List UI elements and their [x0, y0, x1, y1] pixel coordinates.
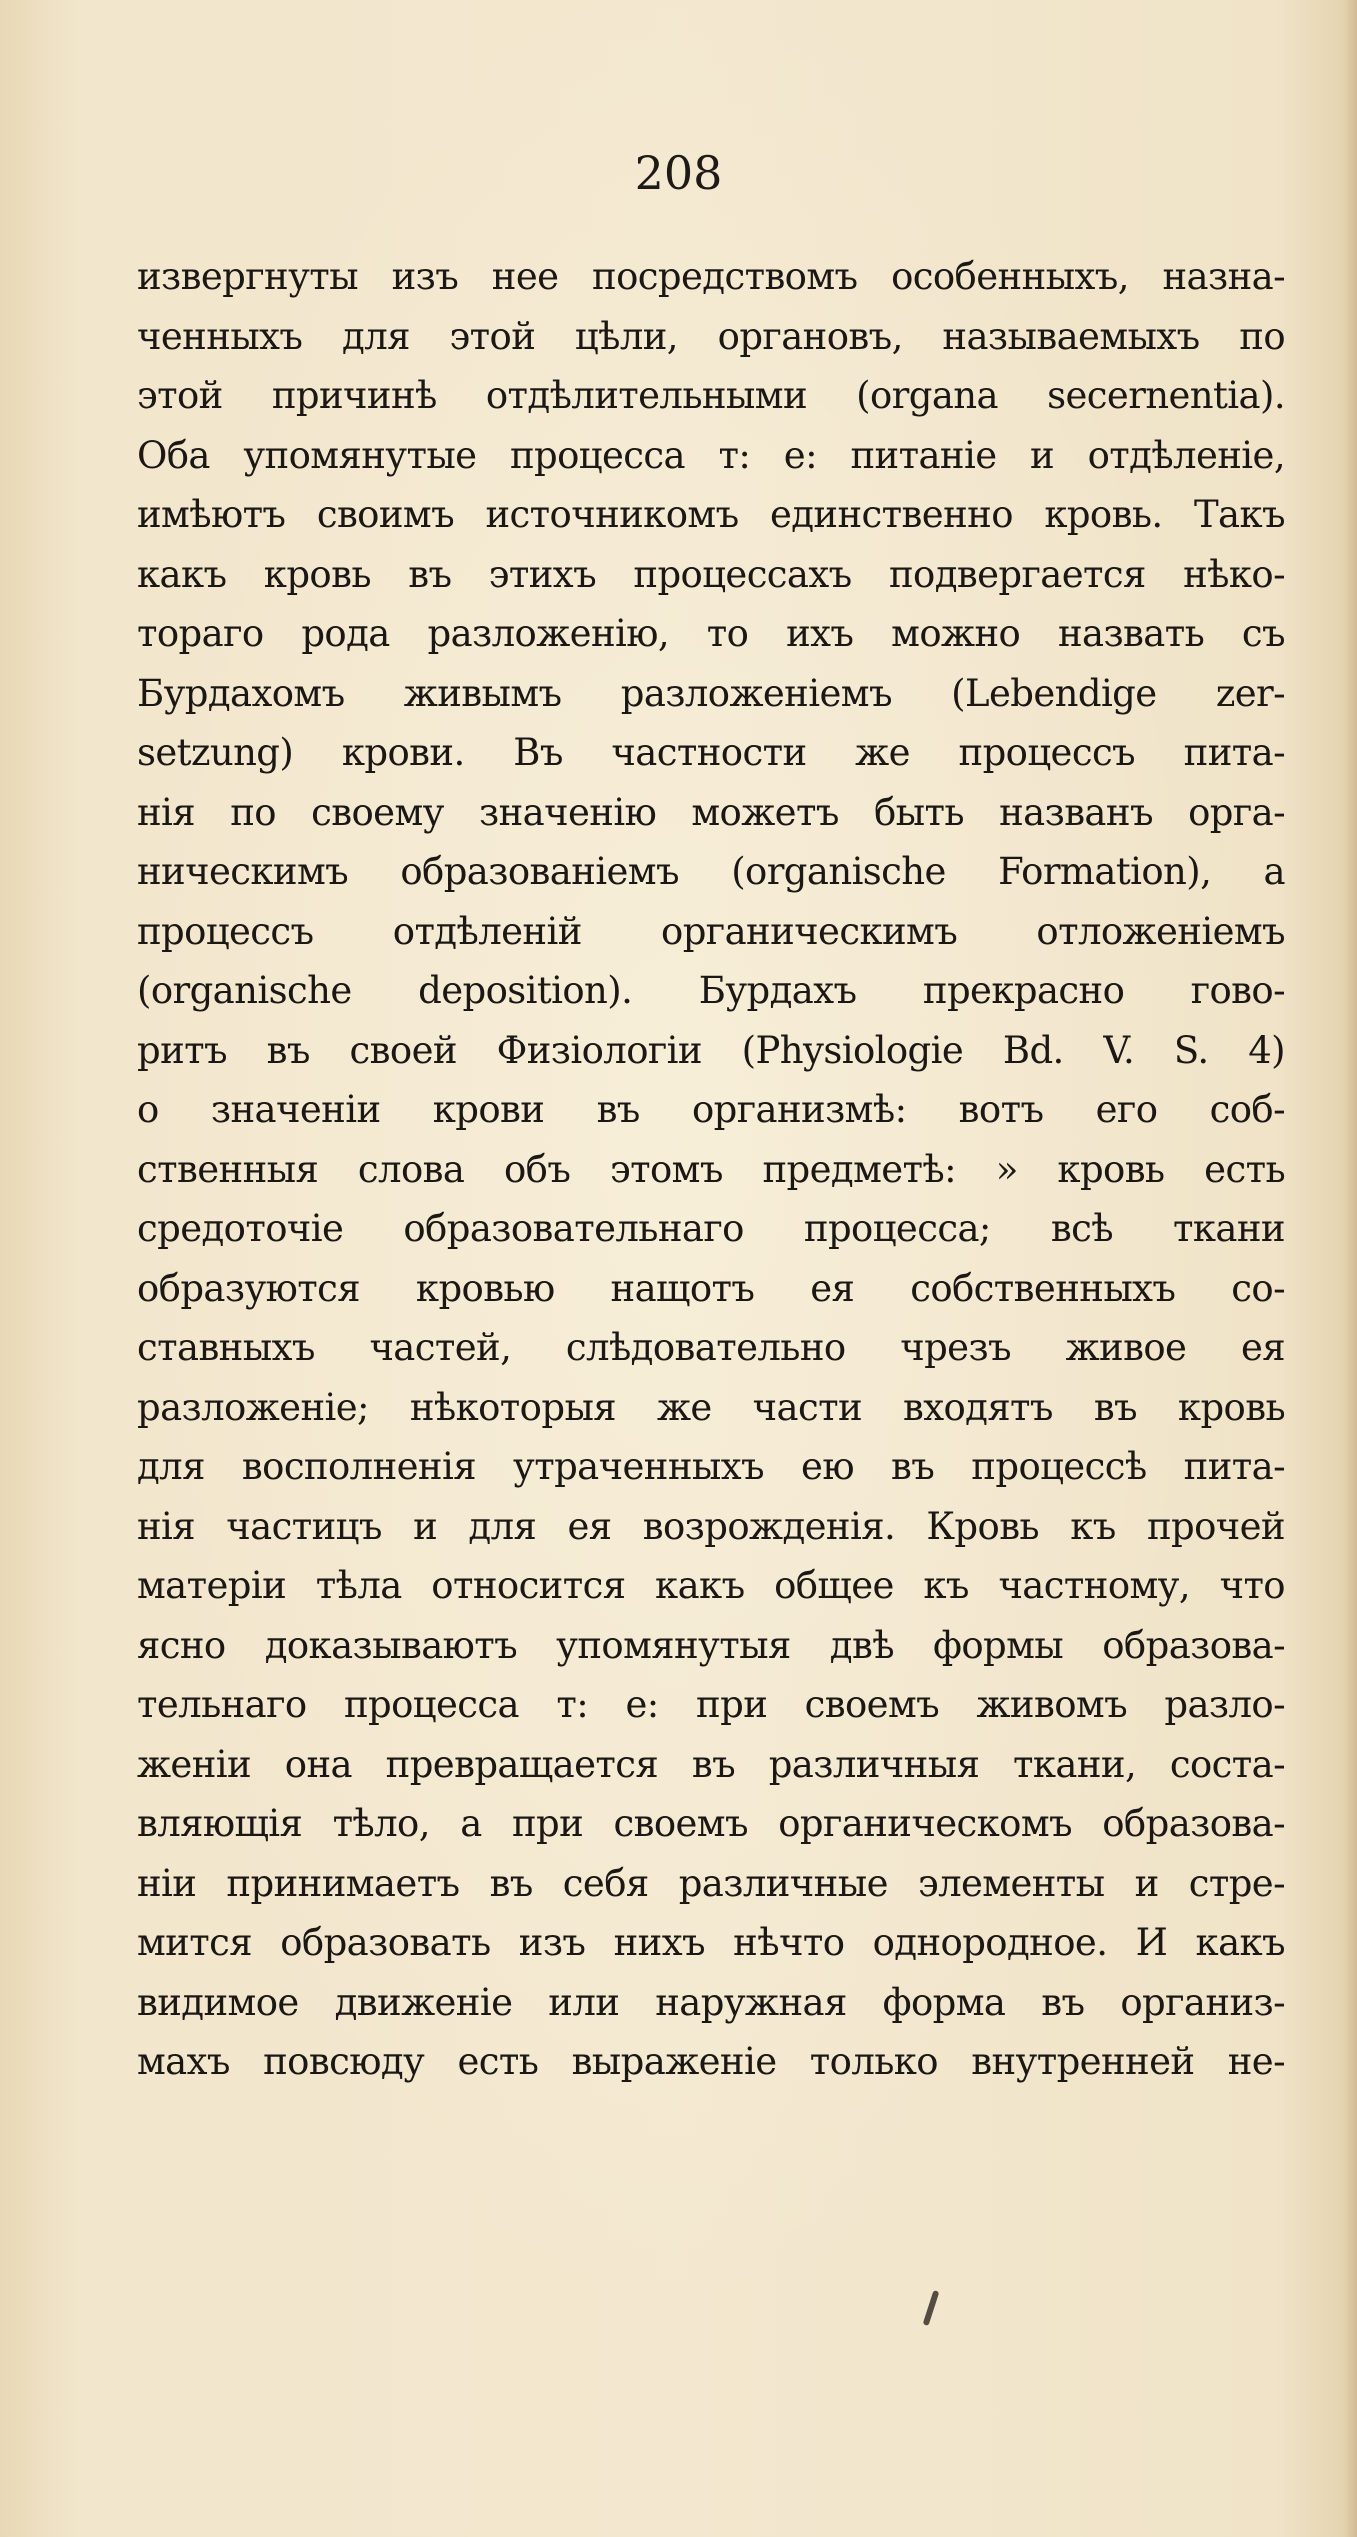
- text-line: ясно доказываютъ упомянутыя двѣ формы образова-: [137, 1623, 1285, 1667]
- text-line: ническимъ образованiемъ (organische Formation), а: [137, 850, 1285, 893]
- text-line: setzung) крови. Въ частности же процессъ пита-: [137, 731, 1285, 774]
- text-line: Бурдахомъ живымъ разложенiемъ (Lebendige zer-: [137, 671, 1285, 715]
- text-line: для восполненiя утраченныхъ ею въ процессѣ пита-: [137, 1445, 1285, 1488]
- text-line: махъ повсюду есть выраженiе только внутренней не-: [137, 2040, 1285, 2083]
- text-line: тораго рода разложенiю, то ихъ можно назвать съ: [137, 612, 1285, 655]
- text-line: видимое движенiе или наружная форма въ организ-: [137, 1980, 1285, 2024]
- text-line: какъ кровь въ этихъ процессахъ подвергается нѣко-: [137, 552, 1285, 596]
- text-line: нiи принимаетъ въ себя различные элементы и стре-: [137, 1861, 1285, 1905]
- text-line: образуются кровью нащотъ ея собственныхъ со-: [137, 1266, 1285, 1310]
- body-text: [137, 247, 1285, 2092]
- text-line: тельнаго процесса т: е: при своемъ живомъ разло-: [137, 1683, 1285, 1726]
- text-line: ственныя слова объ этомъ предметѣ: » кровь есть: [137, 1147, 1285, 1191]
- text-line: о значенiи крови въ организмѣ: вотъ его соб-: [137, 1088, 1285, 1131]
- text-line: мится образовать изъ нихъ нѣчто однородное. И какъ: [137, 1921, 1285, 1964]
- text-line: этой причинѣ отдѣлительными (organa secernentia).: [137, 374, 1285, 417]
- ink-mark: [923, 2290, 940, 2326]
- text-line: ставныхъ частей, слѣдовательно чрезъ живое ея: [137, 1326, 1285, 1369]
- text-line: матерiи тѣла относится какъ общее къ частному, что: [137, 1564, 1285, 1607]
- text-line: нiя частицъ и для ея возрожденiя. Кровь къ прочей: [137, 1504, 1285, 1548]
- text-line: процессъ отдѣленiй органическимъ отложенiемъ: [137, 909, 1285, 953]
- page-number: 208: [634, 146, 723, 200]
- text-line: средоточiе образовательнаго процесса; всѣ ткани: [137, 1207, 1285, 1250]
- text-line: имѣютъ своимъ источникомъ единственно кровь. Такъ: [137, 493, 1285, 536]
- text-line: извергнуты изъ нее посредствомъ особенныхъ, назна-: [137, 255, 1285, 298]
- text-line: нiя по своему значенiю можетъ быть названъ орга-: [137, 790, 1285, 834]
- page-edge-shadow: [1343, 0, 1357, 2537]
- text-line: ритъ въ своей Физiологiи (Physiologie Bd. V. S. 4): [137, 1028, 1285, 1072]
- text-line: разложенiе; нѣкоторыя же части входятъ въ кровь: [137, 1385, 1285, 1429]
- text-line: (organische deposition). Бурдахъ прекрасно гово-: [137, 969, 1285, 1012]
- text-line: ченныхъ для этой цѣли, органовъ, называемыхъ по: [137, 314, 1285, 358]
- text-line: вляющiя тѣло, а при своемъ органическомъ образова-: [137, 1802, 1285, 1845]
- text-line: Оба упомянутые процесса т: е: питанiе и отдѣленiе,: [137, 433, 1285, 477]
- text-line: женiи она превращается въ различныя ткани, соста-: [137, 1742, 1285, 1786]
